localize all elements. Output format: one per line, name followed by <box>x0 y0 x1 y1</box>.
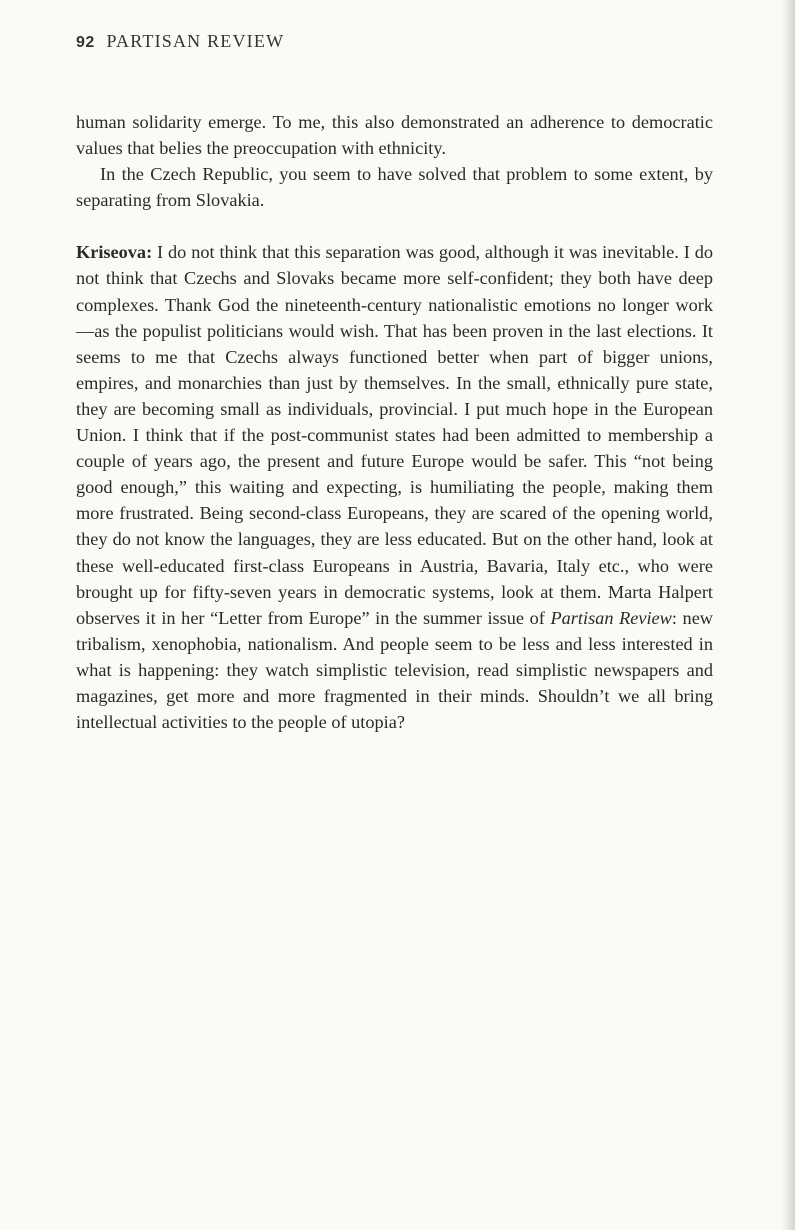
answer-text-part-2: : new tribalism, xenophobia, nationalism. And people seem to be less and less interested in what is happening: they watch simplistic television, read simplistic newspapers and magazines, get more and more fragmented in their minds. Shouldn’t we all bring intellectual activities to the people of utopia? <box>76 607 714 733</box>
journal-title: PARTISAN REVIEW <box>106 31 285 51</box>
answer-text-part-1: I do not think that this separation was good, although it was inevitable. I do not think that Czechs and Slovaks became more self-confident; they both have deep complexes. Thank God the nineteenth-century nationalistic emotions no longer work—as the populist politicians would wish. That has been proven in the last elections. It seems to me that Czechs always functioned better when part of bigger unions, empires, and monarchies than just by themselves. In the small, ethnically pure state, they are becoming small as individuals, provincial. I put much hope in the European Union. I think that if the post-communist states had been admitted to membership a couple of years ago, the present and future Europe would be safer. This “not being good enough,” this waiting and expecting, is humiliating the people, making them more frustrated. Being second-class Europeans, they are scared of the opening world, they do not know the languages, they are less educated. But on the other hand, look at these well-educated first-class Europeans in Austria, Bavaria, Italy etc., who were brought up for fifty-seven years in democratic systems, look at them. Marta Halpert observes it in her “Letter from Europe” in the summer issue of <box>76 242 713 628</box>
interviewee-answer <box>76 239 713 735</box>
paragraph-continued: human solidarity emerge. To me, this also demonstrated an adherence to democratic values that belies the preoccupation with ethnicity. <box>76 112 713 159</box>
speaker-label: Kriseova: <box>76 242 153 263</box>
running-head <box>76 31 284 52</box>
journal-title-italic: Partisan Review <box>550 607 672 628</box>
interviewer-question: In the Czech Republic, you seem to have solved that problem to some extent, by separating from Slovakia. <box>76 164 713 211</box>
page-binding-edge <box>781 0 795 1230</box>
paragraph-gap <box>76 213 713 239</box>
body-text <box>76 109 713 735</box>
page-number: 92 <box>76 34 95 51</box>
